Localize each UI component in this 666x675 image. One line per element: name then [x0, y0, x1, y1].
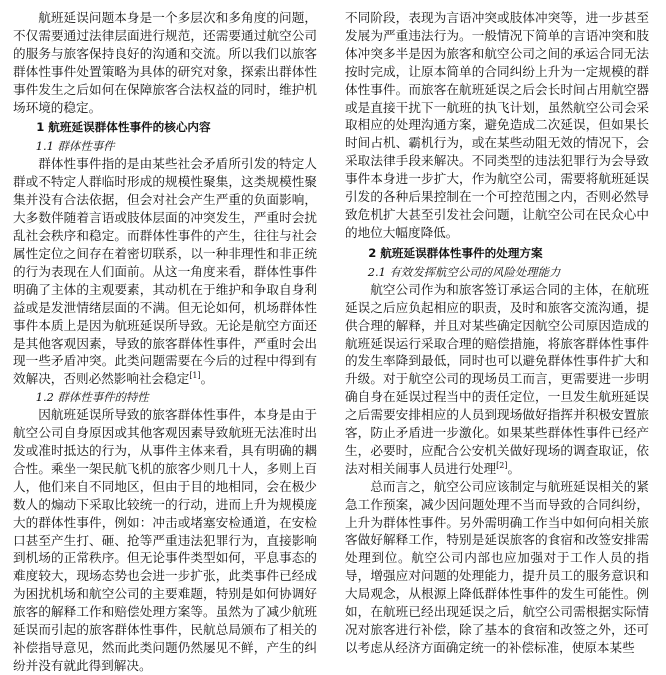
paragraph-end: 。 [200, 371, 214, 387]
citation-ref: [2] [496, 460, 508, 470]
section-heading-1: 1 航班延误群体性事件的核心内容 [36, 120, 211, 135]
subsection-heading-2-1: 2.1 有效发挥航空公司的风险处理能力 [367, 264, 561, 279]
paragraph-continuation: 不同阶段，表现为言语冲突或肢体冲突等，进一步甚至发展为严重违法行为。一般情况下简单的言语冲突和肢体冲突多半是因为旅客和航空公司之间的承运合同无法按时完成，让原本简单的合同纠纷上升为一定规模的群体性事件。而旅客在航班延误之后会长时间占用航空器或是直接干扰下一航班的执飞计划，虽然航空公司会采取相应的处理沟通方案，避免造成二次延误，但如果长时间占机、霸机行为，或在某些动阻无效的情况下，会采取法律手段来解决。不同类型的违法犯罪行为会导致事件本身进一步扩大，作为航空公司，需要将航班延误引发的各种后果控制在一个可控范围之内，否则必然导致危机扩大甚至引发社会问题，让航空公司在民众心中的地位大幅度降低。 [345, 10, 649, 240]
paragraph-text: 群体性事件指的是由某些社会矛盾所引发的特定人群或不特定人群临时形成的规模性聚集，这类规模性聚集并没有合法依据，但会对社会产生严重的负面影响，大多数伴随着言语或肢体层面的冲突发生，严重时会扰乱社会秩序和稳定。而群体性事件的产生，往往与社会属性定位之间存在着密切联系，以一种非理性和非正统的行为表现在人们面前。从这一角度来看，群体性事件明确了主体的主观要素，其动机在于维护和争取自身利益或是发泄情绪层面的不满。但无论如何，机场群体性事件本质上是因为航班延误所导致。无论是航空方面还是其他客观因素，导致的旅客群体性事件，严重时会出现一些矛盾冲突。此类问题需要在今后的过程中得到有效解决，否则必然影响社会稳定 [13, 156, 317, 387]
paragraph-characteristics: 因航班延误所导致的旅客群体性事件，本身是由于航空公司自身原因或其他客观因素导致航班无法准时出发或准时抵达的行为，从事件主体来看，具有明确的耦合性。乘坐一架民航飞机的旅客少则几十人，多则上百人，他们来自不同地区，但由于目的地相同，会在极少数人的煽动下采取比较统一的行动，进而上升为规模庞大的群体性事件，例如：冲击或堵塞安检通道，在安检口甚至产生打、砸、抢等严重违法犯罪行为，直接影响到机场的正常秩序。但无论事件类型如何，平息事态的难度较大，现场态势也会进一步扩张，此类事件已经成为困扰机场和航空公司的主要难题，特别是如何协调好旅客的解释工作和赔偿处理方案等。虽然为了减少航班延误而引起的旅客群体性事件，民航总局颁布了相关的补偿指导意见，然而此类问题仍然屡见不鲜，产生的纠纷并没有就此得到解决。 [13, 407, 317, 673]
paragraph-text: 航空公司作为和旅客签订承运合同的主体，在航班延误之后应负起相应的职责，及时和旅客交流沟通，提供合理的解释，并且对某些确定因航空公司原因造成的航班延误运行采取合理的赔偿措施，将旅客群体性事件的发生率降到最低，同时也可以避免群体性事件扩大和升级。对于航空公司的现场员工而言，更需要进一步明确自身在延误过程当中的责任定位，一旦发生航班延误之后需要安排相应的人员到现场做好指挥并积极安置旅客，防止矛盾进一步激化。如果某些群体性事件已经产生，必要时，应配合公安机关做好现场的调查取证，依法对相关闹事人员进行处理 [345, 281, 649, 476]
paragraph-airline-role [345, 281, 649, 478]
paragraph-definition [13, 155, 317, 388]
right-column [345, 9, 649, 657]
subsection-heading-1-1: 1.1 群体性事件 [35, 139, 115, 154]
paragraph-end: 。 [507, 460, 521, 476]
subsection-heading-1-2: 1.2 群体性事件的特性 [35, 390, 149, 405]
citation-ref: [1] [189, 371, 201, 381]
paragraph-summary: 总而言之，航空公司应该制定与航班延误相关的紧急工作预案，减少因问题处理不当而导致的合同纠纷，上升为群体性事件。另外需明确工作当中如何向相关旅客做好解释工作，特别是延误旅客的食宿和改签安排需处理到位。航空公司内部也应加强对于工作人员的指导，增强应对问题的处理能力，提升员工的服务意识和大局观念，从根源上降低群体性事件的发生可能性。例如，在航班已经出现延误之后，航空公司需根据实际情况对旅客进行补偿，除了基本的食宿和改签之外，还可以考虑从经济方面确定统一的补偿标准，使原本某些 [345, 478, 649, 655]
left-column [13, 9, 317, 675]
paragraph-intro: 航班延误问题本身是一个多层次和多角度的问题，不仅需要通过法律层面进行规范，还需要通过航空公司的服务与旅客保持良好的沟通和交流。所以我们以旅客群体性事件处置策略为具体的研究对象，探索出群体性事件发生之后如何在保障旅客合法权益的同时，维护机场环境的稳定。 [13, 10, 317, 115]
section-heading-2: 2 航班延误群体性事件的处理方案 [368, 245, 543, 260]
